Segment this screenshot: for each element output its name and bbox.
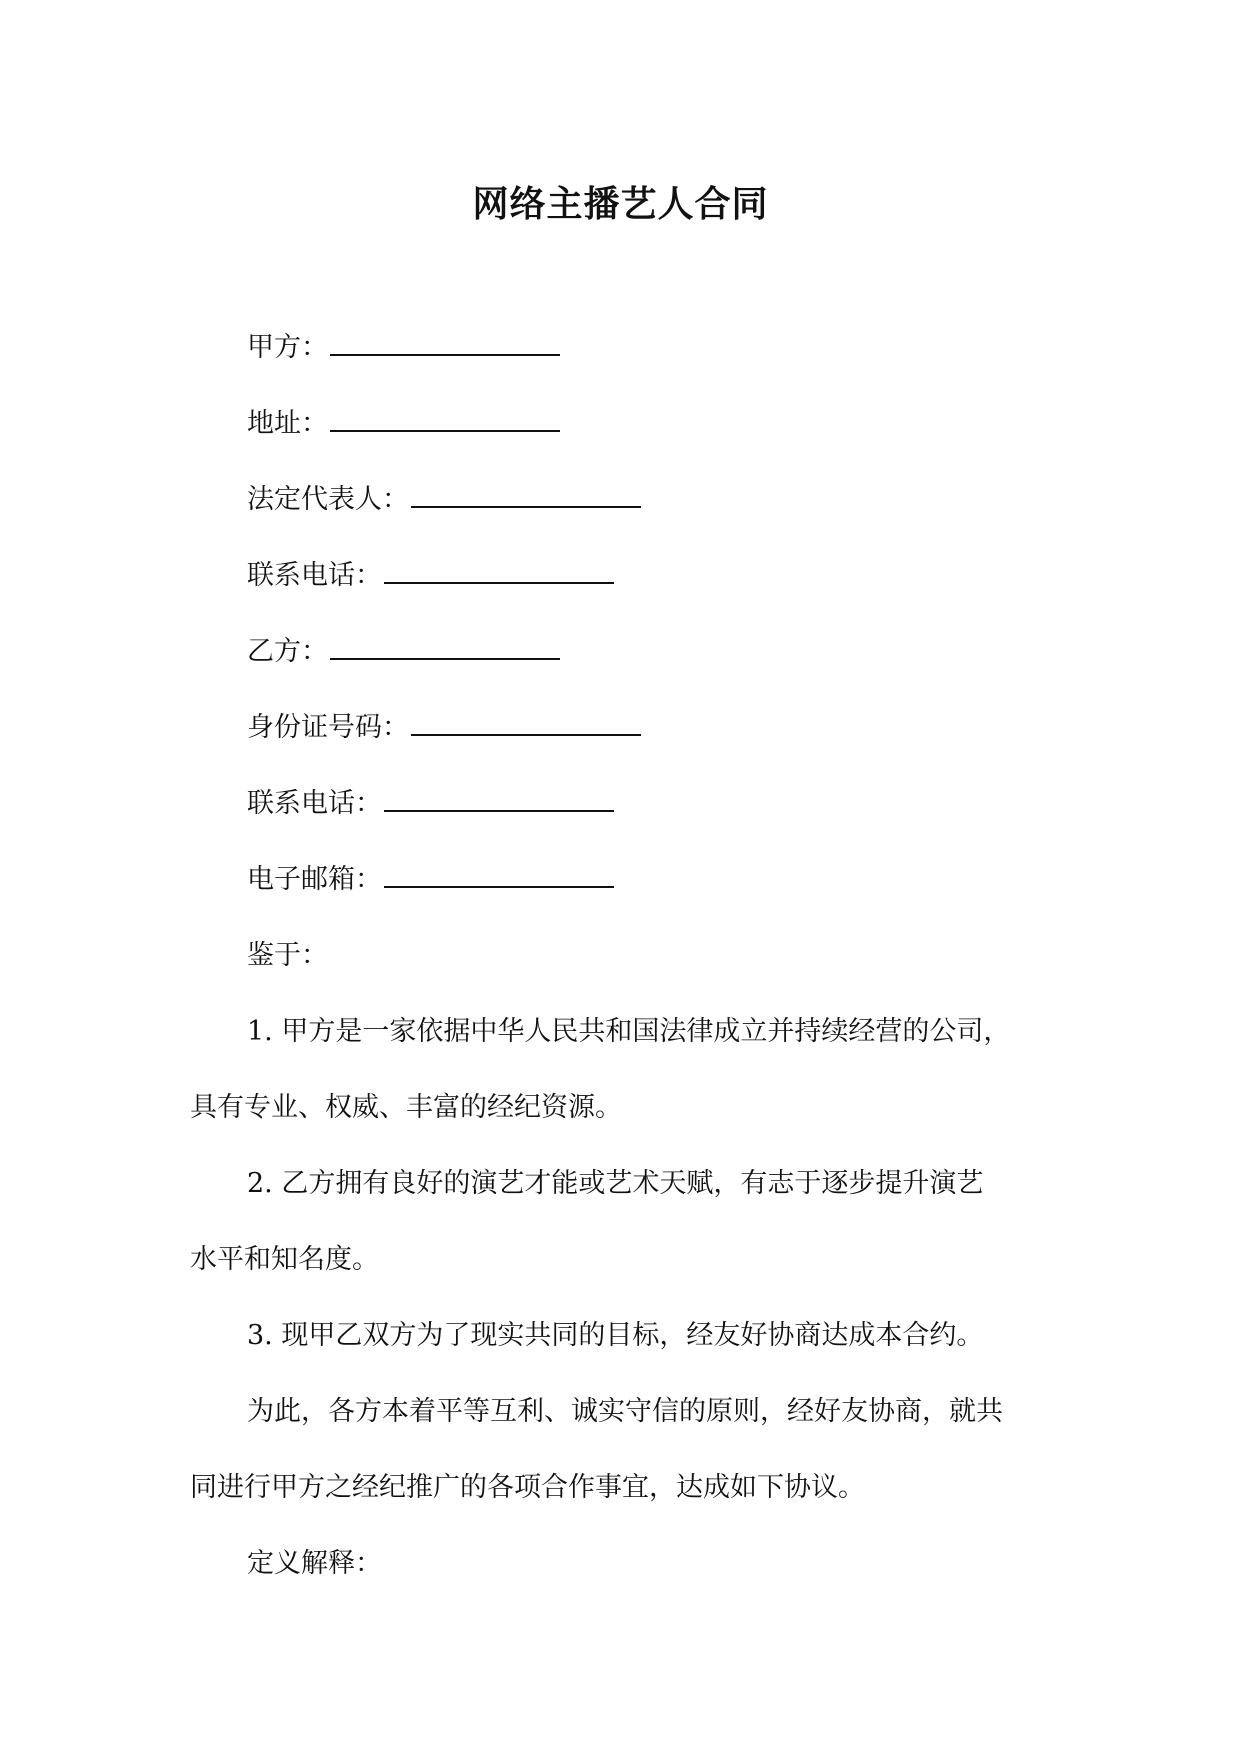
- clause-3-line-1: 3. 现甲乙双方为了现实共同的目标，经友好协商达成本合约。: [247, 1320, 984, 1351]
- field-label: 联系电话：: [247, 788, 382, 819]
- field-email: [190, 842, 1070, 918]
- fill-in-blank: [411, 482, 641, 508]
- field-label: 电子邮箱：: [247, 864, 382, 895]
- document-title: 网络主播艺人合同: [472, 183, 769, 225]
- field-id-number: [190, 690, 1070, 766]
- conclusion-line-2: 同进行甲方之经纪推广的各项合作事宜，达成如下协议。: [190, 1472, 865, 1503]
- whereas-heading: 鉴于：: [247, 940, 328, 971]
- field-label: 身份证号码：: [247, 712, 409, 743]
- field-party-b: [190, 614, 1070, 690]
- fill-in-blank: [384, 786, 614, 812]
- field-label: 联系电话：: [247, 560, 382, 591]
- field-label: 乙方：: [247, 636, 328, 667]
- field-label: 甲方：: [247, 332, 328, 363]
- definitions-heading: 定义解释：: [247, 1548, 382, 1579]
- field-party-a: [190, 310, 1070, 386]
- fill-in-blank: [384, 862, 614, 888]
- field-phone-b: [190, 766, 1070, 842]
- field-label: 法定代表人：: [247, 484, 409, 515]
- field-label: 地址：: [247, 408, 328, 439]
- clause-2-line-2: 水平和知名度。: [190, 1244, 379, 1275]
- conclusion-line-1: 为此，各方本着平等互利、诚实守信的原则，经好友协商，就共: [247, 1396, 1003, 1427]
- fill-in-blank: [330, 634, 560, 660]
- field-address: [190, 386, 1070, 462]
- fill-in-blank: [384, 558, 614, 584]
- clause-1-line-1: 1. 甲方是一家依据中华人民共和国法律成立并持续经营的公司，: [247, 1016, 1011, 1047]
- document-body: [190, 310, 1070, 1602]
- fill-in-blank: [330, 406, 560, 432]
- fill-in-blank: [330, 330, 560, 356]
- clause-2-line-1: 2. 乙方拥有良好的演艺才能或艺术天赋，有志于逐步提升演艺: [247, 1168, 984, 1199]
- field-legal-representative: [190, 462, 1070, 538]
- clause-1-line-2: 具有专业、权威、丰富的经纪资源。: [190, 1092, 622, 1123]
- field-phone-a: [190, 538, 1070, 614]
- fill-in-blank: [411, 710, 641, 736]
